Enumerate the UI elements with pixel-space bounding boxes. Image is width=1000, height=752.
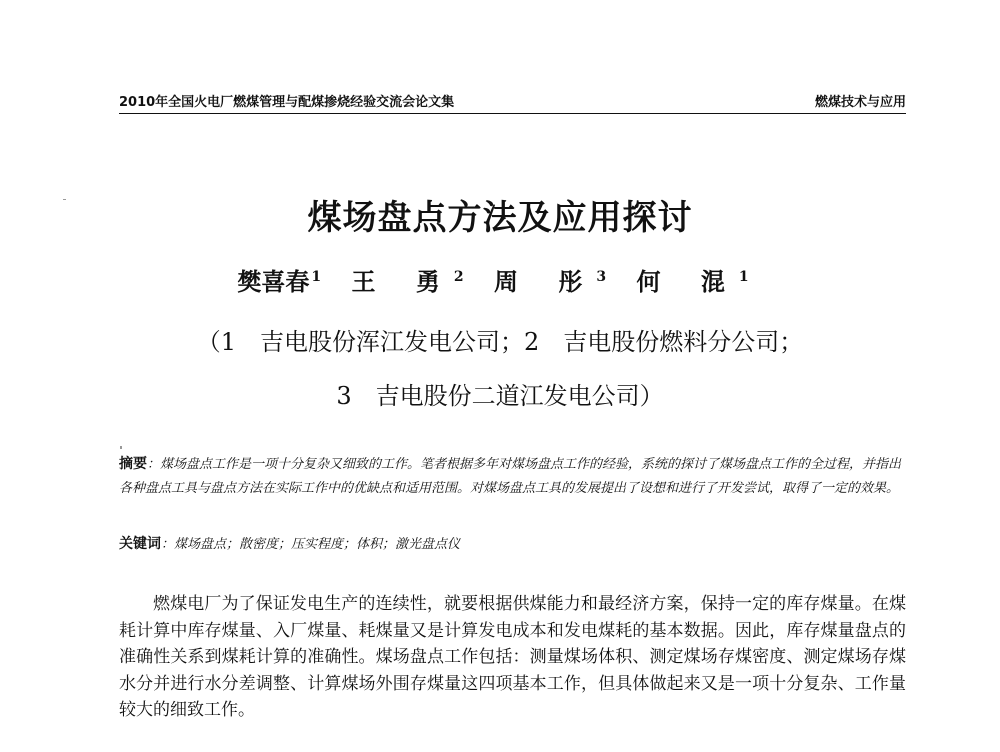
affiliation-line-1: （1 吉电股份浑江发电公司；2 吉电股份燃料分公司； xyxy=(196,328,804,356)
header-proceedings-title: 2010年全国火电厂燃煤管理与配煤掺烧经验交流会论文集 xyxy=(119,95,455,110)
author-affiliation-mark: 1 xyxy=(311,269,322,285)
author-affiliation-mark: 1 xyxy=(738,269,749,285)
author-list xyxy=(0,262,1000,297)
author-name: 何 混 xyxy=(636,267,737,296)
running-header xyxy=(119,92,906,114)
author-name: 樊喜春 xyxy=(237,267,310,296)
paper-title: 煤场盘点方法及应用探讨 xyxy=(307,198,693,238)
affiliation-line-2: 3 吉电股份二道江发电公司） xyxy=(336,382,664,410)
keywords xyxy=(119,533,906,556)
keywords-text: ：煤场盘点；散密度；压实程度；体积；激光盘点仪 xyxy=(161,537,461,552)
body-paragraph: 燃煤电厂为了保证发电生产的连续性，就要根据供煤能力和最经济方案，保持一定的库存煤量。在煤耗计算中库存煤量、入厂煤量、耗煤量又是计算发电成本和发电煤耗的基本数据。因此，库存煤量盘点的准确性关系到煤耗计算的准确性。煤场盘点工作包括：测量煤场体积、测定煤场存煤密度、测定煤场存煤水分并进行水分差调整、计算煤场外围存煤量这四项基本工作，但具体做起来又是一项十分复杂、工作量较大的细致工作。 xyxy=(119,594,906,720)
author-name: 周 彤 xyxy=(494,267,595,296)
author-affiliation-mark: 3 xyxy=(596,269,607,285)
abstract-text: ：煤场盘点工作是一项十分复杂又细致的工作。笔者根据多年对煤场盘点工作的经验，系统的探讨了煤场盘点工作的全过程，并指出各种盘点工具与盘点方法在实际工作中的优缺点和适用范围。对煤场盘点工具的发展提出了设想和进行了开发尝试，取得了一定的效果。 xyxy=(119,457,902,496)
scan-speck xyxy=(120,446,122,449)
header-section-name: 燃煤技术与应用 xyxy=(814,95,906,110)
author-name: 王 勇 xyxy=(351,267,452,296)
abstract-label: 摘要 xyxy=(119,456,147,472)
abstract xyxy=(119,452,906,501)
keywords-label: 关键词 xyxy=(119,536,161,552)
author-affiliation-mark: 2 xyxy=(453,269,464,285)
